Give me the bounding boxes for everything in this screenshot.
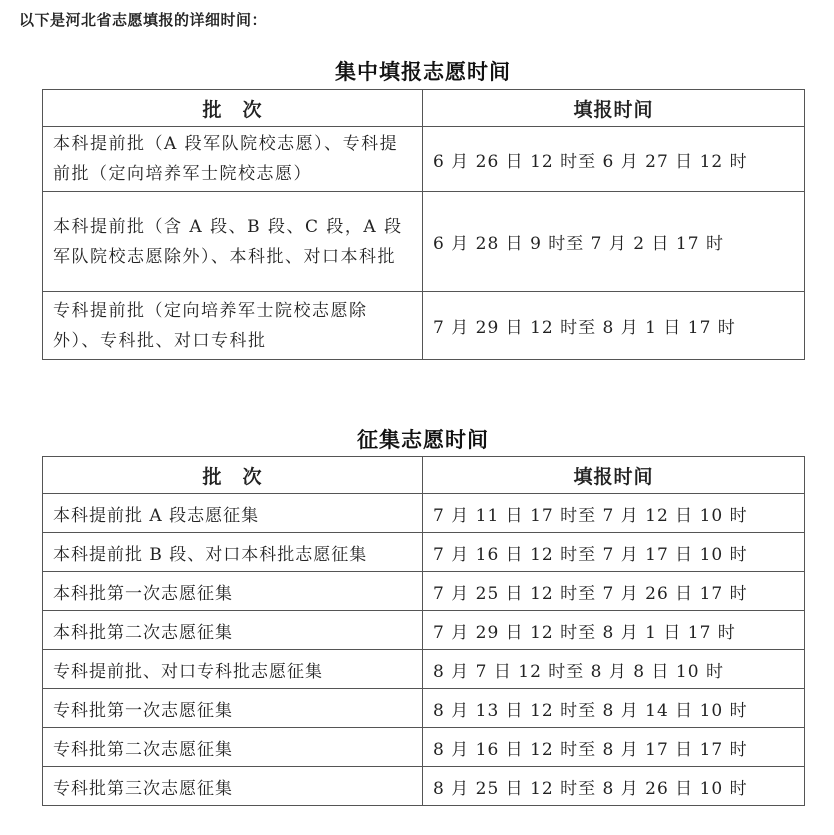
batch-cell: 专科提前批（定向培养军士院校志愿除外）、专科批、对口专科批	[43, 292, 423, 360]
table-row	[43, 572, 805, 611]
table-row	[43, 192, 805, 292]
batch-cell: 专科批第一次志愿征集	[43, 689, 423, 728]
time-cell: 6 月 26 日 12 时至 6 月 27 日 12 时	[423, 127, 805, 192]
table-row	[43, 689, 805, 728]
time-cell: 8 月 16 日 12 时至 8 月 17 日 17 时	[423, 728, 805, 767]
table2-title: 征集志愿时间	[357, 428, 489, 452]
batch-cell: 本科提前批 A 段志愿征集	[43, 494, 423, 533]
table-header-row	[43, 90, 805, 127]
table-row	[43, 767, 805, 806]
centralized-filing-table	[42, 89, 805, 360]
table-row	[43, 494, 805, 533]
batch-cell: 本科提前批（A 段军队院校志愿）、专科提前批（定向培养军士院校志愿）	[43, 127, 423, 192]
table-row	[43, 292, 805, 360]
time-cell: 7 月 11 日 17 时至 7 月 12 日 10 时	[423, 494, 805, 533]
table-header-row	[43, 457, 805, 494]
time-cell: 8 月 7 日 12 时至 8 月 8 日 10 时	[423, 650, 805, 689]
time-cell: 7 月 16 日 12 时至 7 月 17 日 10 时	[423, 533, 805, 572]
table-row	[43, 650, 805, 689]
table1-title: 集中填报志愿时间	[335, 60, 511, 84]
batch-cell: 专科提前批、对口专科批志愿征集	[43, 650, 423, 689]
batch-cell: 本科批第二次志愿征集	[43, 611, 423, 650]
batch-cell: 本科提前批 B 段、对口本科批志愿征集	[43, 533, 423, 572]
solicitation-table	[42, 456, 805, 806]
time-cell: 7 月 29 日 12 时至 8 月 1 日 17 时	[423, 292, 805, 360]
time-cell: 6 月 28 日 9 时至 7 月 2 日 17 时	[423, 192, 805, 292]
header-time: 填报时间	[423, 457, 805, 494]
time-cell: 7 月 29 日 12 时至 8 月 1 日 17 时	[423, 611, 805, 650]
table-row	[43, 611, 805, 650]
header-batch: 批 次	[43, 90, 423, 127]
header-batch: 批 次	[43, 457, 423, 494]
batch-cell: 本科批第一次志愿征集	[43, 572, 423, 611]
batch-cell: 本科提前批（含 A 段、B 段、C 段，A 段军队院校志愿除外）、本科批、对口本科批	[43, 192, 423, 292]
time-cell: 8 月 13 日 12 时至 8 月 14 日 10 时	[423, 689, 805, 728]
table-row	[43, 728, 805, 767]
time-cell: 7 月 25 日 12 时至 7 月 26 日 17 时	[423, 572, 805, 611]
header-time: 填报时间	[423, 90, 805, 127]
intro-text: 以下是河北省志愿填报的详细时间：	[19, 11, 268, 29]
table-row	[43, 127, 805, 192]
batch-cell: 专科批第三次志愿征集	[43, 767, 423, 806]
batch-cell: 专科批第二次志愿征集	[43, 728, 423, 767]
time-cell: 8 月 25 日 12 时至 8 月 26 日 10 时	[423, 767, 805, 806]
table-row	[43, 533, 805, 572]
